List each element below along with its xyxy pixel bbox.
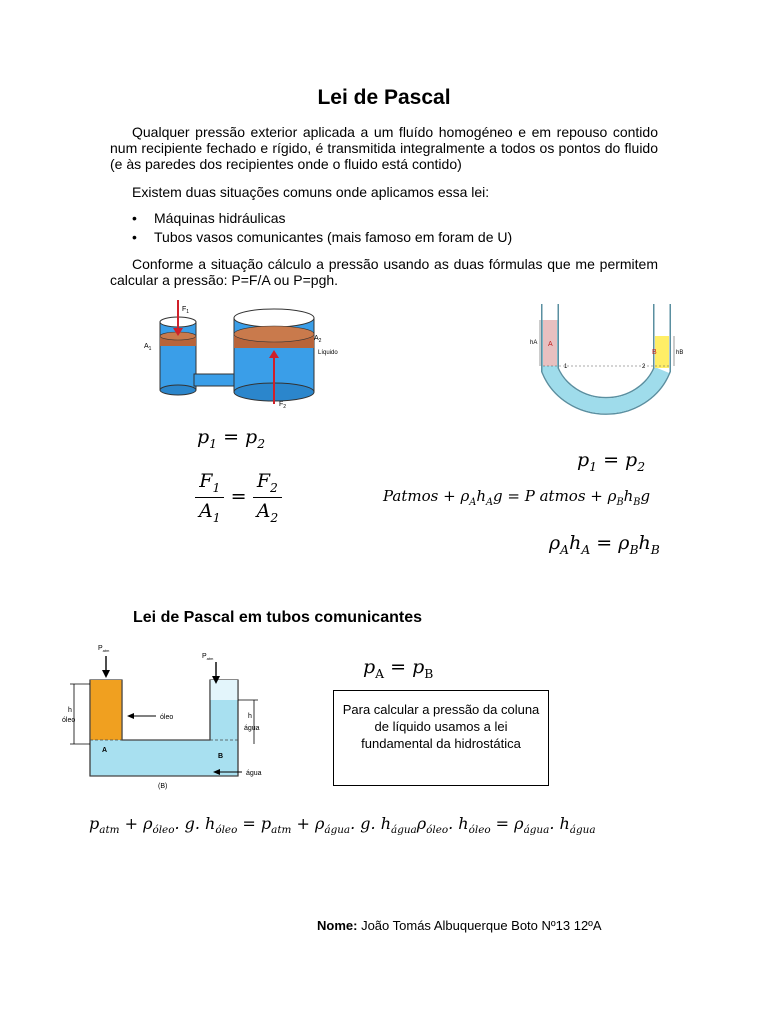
agua-word-label: água (244, 725, 260, 732)
figure-caption: (B) (158, 783, 168, 790)
footer-value: João Tomás Albuquerque Boto Nº13 12ºA (357, 918, 602, 933)
label-a: A (102, 747, 108, 754)
author-footer (317, 918, 602, 933)
oleo-word-label: óleo (62, 717, 76, 724)
oleo-arrow-label: óleo (160, 714, 174, 721)
label-hb: hB (676, 350, 684, 356)
a2-label: $A_2$ (314, 335, 322, 344)
liquid-label: Líquido (318, 350, 338, 356)
oil-column (90, 680, 122, 740)
label-point-2: 2 (642, 364, 646, 370)
f2-label: $F_2$ (279, 401, 287, 410)
patm-left-label: $P_{atm}$ (98, 645, 110, 653)
calc-paragraph: Conforme a situação cálculo a pressão usando as duas fórmulas que me permitem calcular a pressão: P=F/A ou P=pgh. (110, 256, 658, 288)
u-tube-figure (530, 298, 690, 434)
label-ha: hA (530, 340, 538, 346)
oil-water-u-tube-figure (60, 640, 260, 794)
formula-oil-water-balance: $p_{atm} + \rho_{óleo}$. g. $h_{óleo} = p_{atm} + \rho_{água}$. g. $h_{água}\rho_{óleo}$. $h_{óleo} = \rho_{água}$. $h_{água}$ (89, 814, 596, 837)
label-b: B (652, 349, 657, 356)
section-heading: Lei de Pascal em tubos comunicantes (133, 609, 422, 626)
patm-right-label: $P_{atm}$ (202, 653, 214, 661)
u-tube-fluid (550, 320, 662, 406)
formula-p1-p2-right: $p_1 = p_2$ (577, 449, 646, 474)
f1-label: $F_1$ (182, 306, 190, 315)
formula-pa-pb: $p_A = p_B$ (363, 656, 434, 681)
pressure-arrow-icon (102, 670, 110, 678)
note-box: Para calcular a pressão da coluna de líquido usamos a lei fundamental da hidrostática (333, 690, 549, 786)
h-agua-label: h (248, 713, 252, 720)
connecting-pipe (194, 374, 236, 386)
a1-label: $A_1$ (144, 343, 152, 352)
formula-density-height: $\rho_Ah_A = \rho_Bh_B$ (549, 532, 660, 557)
situations-intro: Existem duas situações comuns onde aplicamos essa lei: (132, 184, 490, 200)
formula-force-area: $\frac{F_1}{A_1}$ = $\frac{F_2}{A_2}$ (195, 470, 282, 525)
footer-label: Nome: (317, 918, 358, 933)
page-title: Lei de Pascal (317, 86, 451, 109)
intro-paragraph: Qualquer pressão exterior aplicada a um fluído homogéneo e em repouso contido num recipiente fechado e rígido, é transmitida integralmente a todos os pontos do fluido (e às paredes dos recipientes onde o fluido está contido) (110, 124, 658, 172)
hydraulic-press-figure (140, 300, 360, 418)
label-point-1: 1 (564, 364, 568, 370)
formula-p1-p2-left: $p_1 = p_2$ (197, 426, 266, 451)
agua-arrow-label: água (246, 770, 262, 777)
fluid-b (655, 336, 669, 368)
label-a: A (548, 341, 553, 348)
h-oleo-label: h (68, 707, 72, 714)
list-item: • Máquinas hidráulicas (128, 209, 512, 228)
label-b: B (218, 753, 224, 760)
list-item: • Tubos vasos comunicantes (mais famoso em foram de U) (128, 228, 512, 247)
formula-pressure-balance: Patmos + $\rho_Ah_Ag = P$ atmos + $\rho_Bh_Bg$ (383, 487, 651, 508)
situations-list (128, 209, 512, 247)
arrow-left-icon (127, 713, 134, 719)
